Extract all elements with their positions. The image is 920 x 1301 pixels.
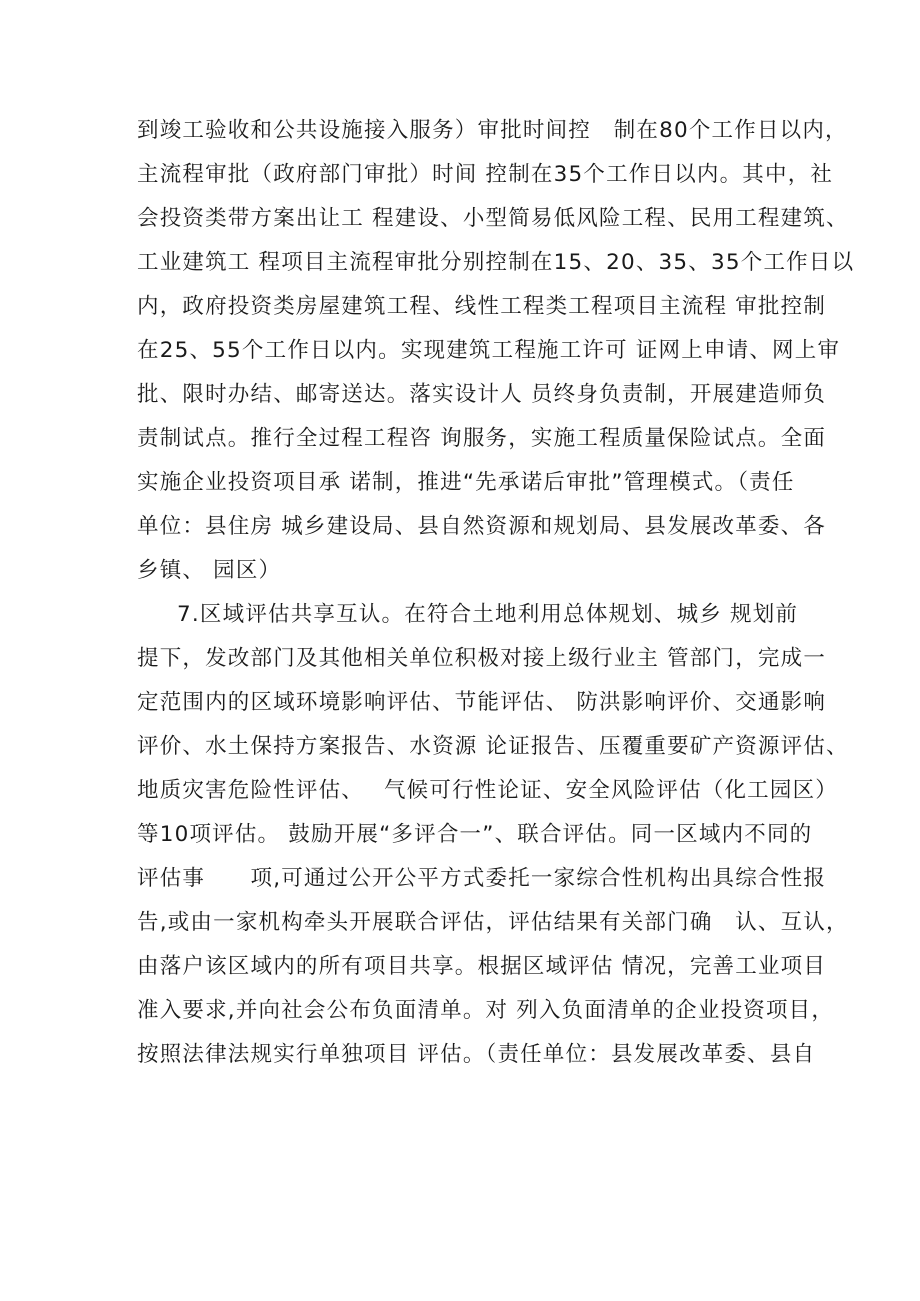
- body-line: 由落户该区域内的所有项目共享。根据区域评估 情况，完善工业项目: [137, 954, 827, 979]
- body-line: 评估事 项,可通过公开公平方式委托一家综合性机构出具综合性报: [137, 866, 827, 891]
- body-line: 批、限时办结、邮寄送达。落实设计人 员终身负责制，开展建造师负: [137, 382, 827, 407]
- body-line: 告,或由一家机构牵头开展联合评估，评估结果有关部门确 认、互认，: [137, 910, 849, 935]
- body-line: 在25、55个工作日以内。实现建筑工程施工许可 证网上申请、网上审: [137, 338, 841, 363]
- body-line: 内，政府投资类房屋建筑工程、线性工程类工程项目主流程 审批控制: [137, 294, 827, 319]
- section-heading-line: 7.区域评估共享互认。在符合土地利用总体规划、城乡 规划前: [177, 602, 799, 627]
- body-line: 等10项评估。 鼓励开展“多评合一”、联合评估。同一区域内不同的: [137, 822, 813, 847]
- body-line: 实施企业投资项目承 诺制，推进“先承诺后审批”管理模式。（责任: [137, 470, 795, 495]
- body-line: 地质灾害危险性评估、 气候可行性论证、安全风险评估（化工园区）: [137, 778, 838, 803]
- body-line: 定范围内的区域环境影响评估、节能评估、 防洪影响评价、交通影响: [137, 690, 827, 715]
- body-line: 责制试点。推行全过程工程咨 询服务，实施工程质量保险试点。全面: [137, 426, 827, 451]
- body-line: 提下，发改部门及其他相关单位积极对接上级行业主 管部门，完成一: [137, 646, 827, 671]
- body-line: 评价、水土保持方案报告、水资源 论证报告、压覆重要矿产资源评估、: [137, 734, 849, 759]
- body-line: 准入要求,并向社会公布负面清单。对 列入负面清单的企业投资项目，: [137, 998, 835, 1023]
- body-line: 工业建筑工 程项目主流程审批分别控制在15、20、35、35个工作日以: [137, 250, 855, 275]
- body-line: 主流程审批（政府部门审批）时间 控制在35个工作日以内。其中，社: [137, 162, 834, 187]
- body-line: 乡镇、 园区）: [137, 558, 282, 583]
- body-line: 会投资类带方案出让工 程建设、小型简易低风险工程、民用工程建筑、: [137, 206, 849, 231]
- body-line: 到竣工验收和公共设施接入服务）审批时间控 制在80个工作日以内，: [137, 118, 848, 143]
- body-line: 单位：县住房 城乡建设局、县自然资源和规划局、县发展改革委、各: [137, 514, 827, 539]
- body-line: 按照法律法规实行单独项目 评估。（责任单位：县发展改革委、县自: [137, 1042, 816, 1067]
